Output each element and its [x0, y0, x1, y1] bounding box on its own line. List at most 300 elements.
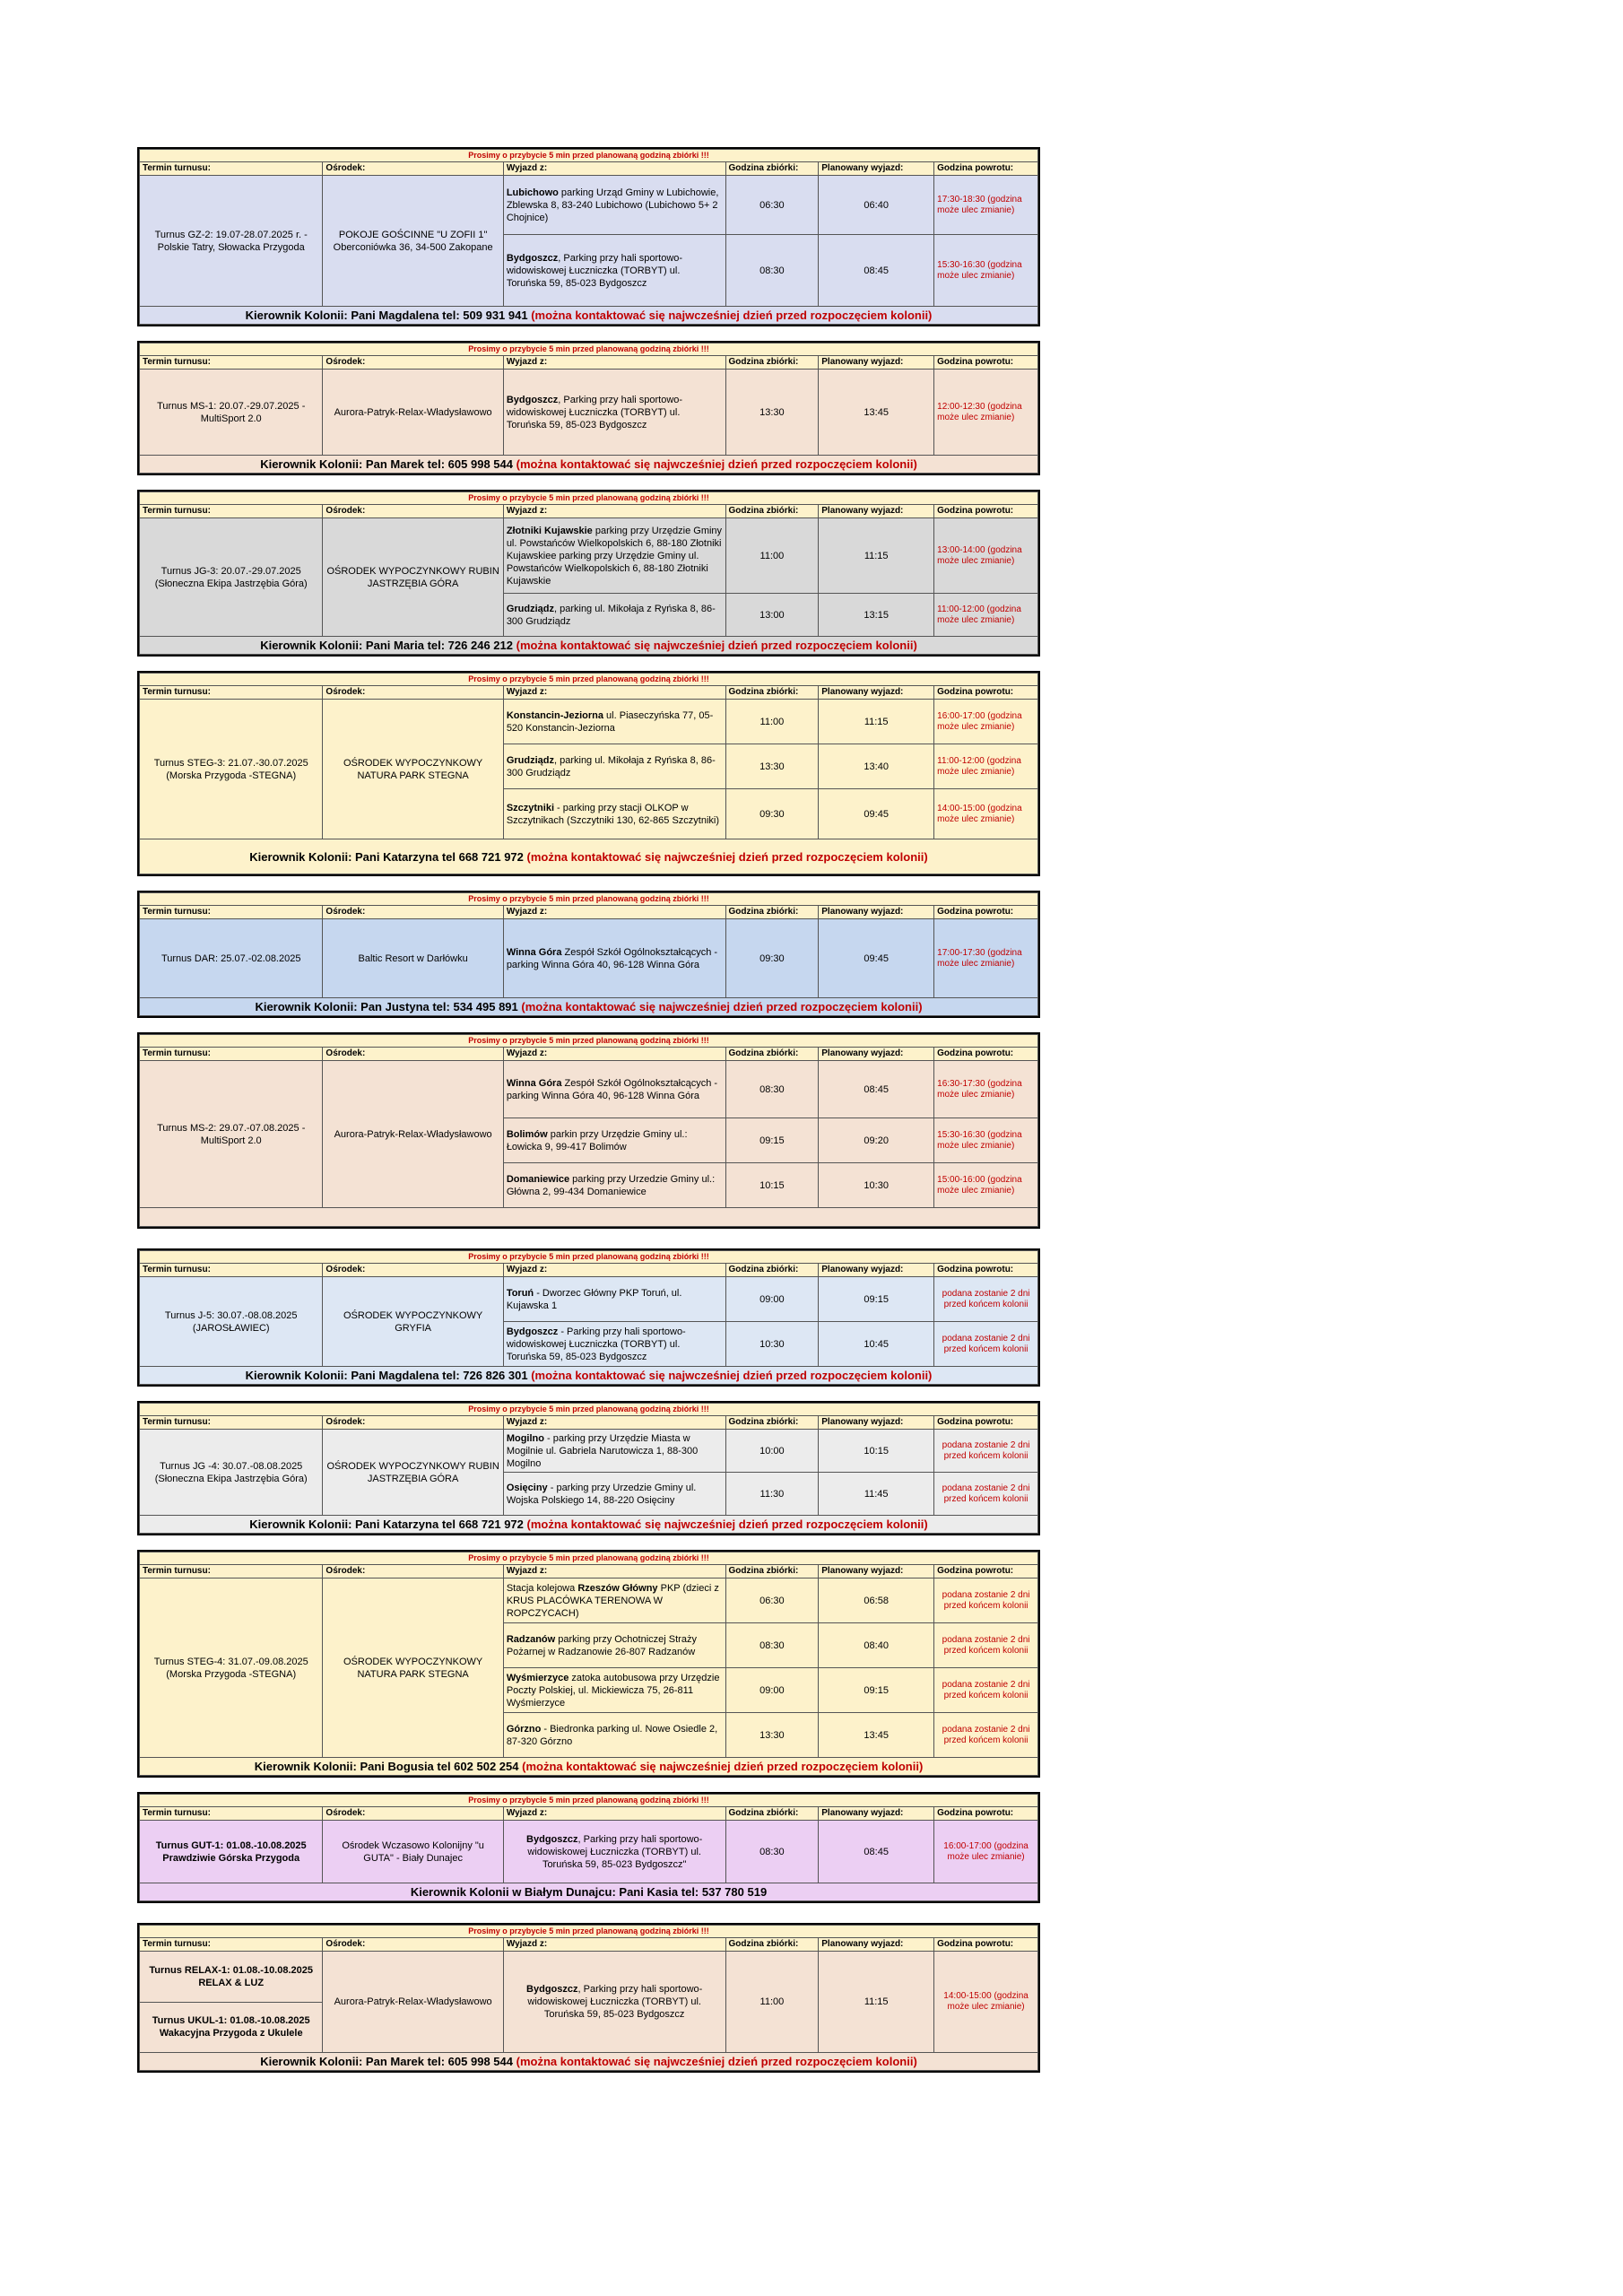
header-return: Godzina powrotu:	[934, 1264, 1038, 1277]
return-time: podana zostanie 2 dni przed końcem kolonii	[934, 1473, 1038, 1516]
camp-manager	[140, 637, 1038, 655]
turnus-table	[139, 1794, 1038, 1901]
turnus-block	[137, 1032, 1040, 1229]
notice-row	[140, 344, 1038, 356]
schedule-list	[137, 147, 1040, 2087]
resort-name: OŚRODEK WYPOCZYNKOWY NATURA PARK STEGNA	[323, 700, 503, 839]
departure-time: 13:45	[819, 1713, 934, 1758]
turnus-block	[137, 671, 1040, 876]
header-return: Godzina powrotu:	[934, 1048, 1038, 1061]
resort-name: OŚRODEK WYPOCZYNKOWY GRYFIA	[323, 1277, 503, 1367]
departure-time: 09:15	[819, 1277, 934, 1322]
turnus-term-text: Turnus JG -4: 30.07.-08.08.2025 (Słoneczna Ekipa Jastrzębia Góra)	[154, 1460, 308, 1484]
departure-location	[503, 1163, 725, 1208]
header-from: Wyjazd z:	[503, 686, 725, 700]
turnus-block	[137, 891, 1040, 1018]
header-row	[140, 1264, 1038, 1277]
gather-time: 06:30	[725, 1578, 819, 1623]
header-term: Termin turnusu:	[140, 505, 323, 518]
header-center: Ośrodek:	[323, 906, 503, 919]
camp-manager	[140, 1758, 1038, 1776]
camp-manager	[140, 456, 1038, 474]
turnus-term	[140, 1821, 323, 1883]
notice-text: Prosimy o przybycie 5 min przed planowaną godziną zbiórki !!!	[140, 344, 1038, 356]
location-city: Górzno	[506, 1723, 542, 1735]
location-details: Zespół Szkół Ogólnokształcących - parking Winna Góra 40, 96-128 Winna Góra	[506, 946, 718, 970]
resort-name: Ośrodek Wczasowo Kolonijny "u GUTA" - Biały Dunajec	[323, 1821, 503, 1883]
header-from: Wyjazd z:	[503, 906, 725, 919]
resort-name: Aurora-Patryk-Relax-Władysławowo	[323, 370, 503, 456]
header-from: Wyjazd z:	[503, 162, 725, 176]
location-city: Winna Góra	[506, 946, 562, 958]
resort-name: OŚRODEK WYPOCZYNKOWY RUBIN JASTRZĘBIA GÓRA	[323, 518, 503, 637]
header-return: Godzina powrotu:	[934, 505, 1038, 518]
turnus-table	[139, 149, 1038, 325]
turnus-table	[139, 673, 1038, 874]
gather-time: 09:00	[725, 1668, 819, 1713]
departure-time: 08:40	[819, 1623, 934, 1668]
header-gather: Godzina zbiórki:	[725, 1807, 819, 1821]
return-time: 16:00-17:00 (godzina może ulec zmianie)	[934, 1821, 1038, 1883]
return-time: podana zostanie 2 dni przed końcem kolonii	[934, 1277, 1038, 1322]
header-center: Ośrodek:	[323, 1938, 503, 1952]
location-details: parking Urząd Gminy w Lubichowie, Zblewska 8, 83-240 Lubichowo (Lubichowo 5+ 2 Chojnice)	[506, 187, 719, 223]
header-gather: Godzina zbiórki:	[725, 356, 819, 370]
departure-location	[503, 744, 725, 789]
location-details: parking przy Urzedzie Gminy ul.: Główna 2, 99-434 Domaniewice	[506, 1173, 716, 1197]
header-depart: Planowany wyjazd:	[819, 1416, 934, 1430]
departure-time: 10:15	[819, 1430, 934, 1473]
resort-name: POKOJE GOŚCINNE "U ZOFII 1" Oberconiówka 36, 34-500 Zakopane	[323, 176, 503, 307]
turnus-table	[139, 892, 1038, 1016]
departure-location	[503, 594, 725, 637]
turnus-term	[140, 518, 323, 637]
contact-note: (można kontaktować się najwcześniej dzień przed rozpoczęciem kolonii)	[522, 1760, 924, 1773]
manager-contact: Kierownik Kolonii: Pani Maria tel: 726 246 212	[260, 639, 513, 652]
departure-location	[503, 1473, 725, 1516]
departure-time: 10:30	[819, 1163, 934, 1208]
notice-row	[140, 1926, 1038, 1938]
header-row	[140, 686, 1038, 700]
departure-location	[503, 919, 725, 998]
header-depart: Planowany wyjazd:	[819, 686, 934, 700]
departure-location	[503, 1578, 725, 1623]
departure-location	[503, 1322, 725, 1367]
turnus-term	[140, 1578, 323, 1758]
manager-row	[140, 1758, 1038, 1776]
location-details: , Parking przy hali sportowo-widowiskowej Łuczniczka (TORBYT) ul. Toruńska 59, 85-023 Bydgoszcz"	[527, 1833, 703, 1870]
gather-time: 06:30	[725, 176, 819, 235]
turnus-table	[139, 491, 1038, 655]
gather-time: 13:30	[725, 1713, 819, 1758]
camp-manager	[140, 2053, 1038, 2071]
turnus-term	[140, 176, 323, 307]
header-from: Wyjazd z:	[503, 1416, 725, 1430]
manager-row	[140, 1208, 1038, 1227]
departure-row	[140, 1061, 1038, 1118]
header-term: Termin turnusu:	[140, 1565, 323, 1578]
header-term: Termin turnusu:	[140, 686, 323, 700]
header-center: Ośrodek:	[323, 1416, 503, 1430]
turnus-term	[140, 1061, 323, 1208]
return-time: 16:00-17:00 (godzina może ulec zmianie)	[934, 700, 1038, 744]
turnus-table	[139, 1034, 1038, 1227]
header-term: Termin turnusu:	[140, 906, 323, 919]
turnus-term	[140, 370, 323, 456]
departure-time: 08:45	[819, 1821, 934, 1883]
departure-location	[503, 1061, 725, 1118]
manager-row	[140, 2053, 1038, 2071]
header-row	[140, 1807, 1038, 1821]
header-row	[140, 906, 1038, 919]
return-time: 15:00-16:00 (godzina może ulec zmianie)	[934, 1163, 1038, 1208]
location-city: Grudziądz	[506, 754, 554, 766]
header-gather: Godzina zbiórki:	[725, 686, 819, 700]
departure-time: 11:15	[819, 518, 934, 594]
notice-text: Prosimy o przybycie 5 min przed planowaną godziną zbiórki !!!	[140, 1552, 1038, 1565]
camp-manager	[140, 1516, 1038, 1534]
turnus-block	[137, 1923, 1040, 2073]
header-term: Termin turnusu:	[140, 1264, 323, 1277]
header-term: Termin turnusu:	[140, 1807, 323, 1821]
return-time: 15:30-16:30 (godzina może ulec zmianie)	[934, 1118, 1038, 1163]
gather-time: 09:30	[725, 919, 819, 998]
camp-manager	[140, 1208, 1038, 1227]
turnus-table	[139, 1552, 1038, 1776]
departure-location	[503, 1952, 725, 2053]
header-center: Ośrodek:	[323, 1807, 503, 1821]
departure-row	[140, 1821, 1038, 1883]
notice-text: Prosimy o przybycie 5 min przed planowaną godziną zbiórki !!!	[140, 1926, 1038, 1938]
location-details: parkin przy Urzędzie Gminy ul.: Łowicka 9, 99-417 Bolimów	[506, 1128, 688, 1152]
location-details: zatoka autobusowa przy Urzędzie Poczty Polskiej, ul. Mickiewicza 75, 26-811 Wyśmierzyce	[506, 1672, 720, 1709]
return-time: 13:00-14:00 (godzina może ulec zmianie)	[934, 518, 1038, 594]
departure-row	[140, 700, 1038, 744]
header-from: Wyjazd z:	[503, 1264, 725, 1277]
turnus-term-text: Turnus RELAX-1: 01.08.-10.08.2025 RELAX & LUZ	[149, 1964, 314, 1988]
gather-time: 09:30	[725, 789, 819, 839]
notice-text: Prosimy o przybycie 5 min przed planowaną godziną zbiórki !!!	[140, 893, 1038, 906]
header-depart: Planowany wyjazd:	[819, 1048, 934, 1061]
manager-contact: Kierownik Kolonii: Pani Katarzyna tel 668 721 972	[249, 1518, 524, 1531]
camp-manager	[140, 998, 1038, 1016]
turnus-block	[137, 1401, 1040, 1535]
gather-time: 10:30	[725, 1322, 819, 1367]
notice-row	[140, 674, 1038, 686]
header-row	[140, 505, 1038, 518]
turnus-term-text: Turnus GUT-1: 01.08.-10.08.2025 Prawdziwie Górska Przygoda	[155, 1839, 307, 1864]
header-gather: Godzina zbiórki:	[725, 162, 819, 176]
notice-text: Prosimy o przybycie 5 min przed planowaną godziną zbiórki !!!	[140, 1795, 1038, 1807]
departure-location	[503, 1430, 725, 1473]
departure-location	[503, 700, 725, 744]
header-return: Godzina powrotu:	[934, 906, 1038, 919]
resort-name: Aurora-Patryk-Relax-Władysławowo	[323, 1061, 503, 1208]
turnus-term-text: Turnus DAR: 25.07.-02.08.2025	[161, 952, 301, 964]
departure-location	[503, 370, 725, 456]
location-city: Grudziądz	[506, 603, 554, 614]
location-city: Bydgoszcz	[506, 1326, 559, 1337]
header-from: Wyjazd z:	[503, 1807, 725, 1821]
header-return: Godzina powrotu:	[934, 1565, 1038, 1578]
location-city: Domaniewice	[506, 1173, 570, 1185]
turnus-block	[137, 147, 1040, 326]
manager-row	[140, 307, 1038, 325]
location-details: Zespół Szkół Ogólnokształcących - parking Winna Góra 40, 96-128 Winna Góra	[506, 1077, 718, 1101]
departure-row	[140, 1277, 1038, 1322]
notice-text: Prosimy o przybycie 5 min przed planowaną godziną zbiórki !!!	[140, 1251, 1038, 1264]
header-center: Ośrodek:	[323, 1565, 503, 1578]
header-from: Wyjazd z:	[503, 1048, 725, 1061]
gather-time: 13:30	[725, 370, 819, 456]
header-row	[140, 1938, 1038, 1952]
departure-row	[140, 370, 1038, 456]
header-depart: Planowany wyjazd:	[819, 1565, 934, 1578]
departure-time: 13:45	[819, 370, 934, 456]
gather-time: 11:00	[725, 700, 819, 744]
header-row	[140, 1416, 1038, 1430]
contact-note: (można kontaktować się najwcześniej dzień przed rozpoczęciem kolonii)	[516, 457, 917, 471]
departure-time: 09:20	[819, 1118, 934, 1163]
return-time: podana zostanie 2 dni przed końcem kolonii	[934, 1578, 1038, 1623]
departure-location	[503, 789, 725, 839]
turnus-block	[137, 341, 1040, 475]
gather-time: 13:00	[725, 594, 819, 637]
header-term: Termin turnusu:	[140, 1048, 323, 1061]
location-details: PKP (dzieci z KRUS PLACÓWKA TERENOWA W ROPCZYCACH)	[506, 1582, 719, 1619]
departure-time: 10:45	[819, 1322, 934, 1367]
location-city: Szczytniki	[506, 802, 554, 813]
notice-text: Prosimy o przybycie 5 min przed planowaną godziną zbiórki !!!	[140, 150, 1038, 162]
return-time: 14:00-15:00 (godzina może ulec zmianie)	[934, 789, 1038, 839]
header-center: Ośrodek:	[323, 505, 503, 518]
turnus-term	[140, 1952, 323, 2053]
return-time: 14:00-15:00 (godzina może ulec zmianie)	[934, 1952, 1038, 2053]
gather-time: 08:30	[725, 1821, 819, 1883]
contact-note: (można kontaktować się najwcześniej dzień przed rozpoczęciem kolonii)	[521, 1000, 923, 1013]
manager-contact: Kierownik Kolonii: Pani Magdalena tel: 726 826 301	[245, 1369, 528, 1382]
contact-note: (można kontaktować się najwcześniej dzień przed rozpoczęciem kolonii)	[526, 1518, 928, 1531]
contact-note: (można kontaktować się najwcześniej dzień przed rozpoczęciem kolonii)	[516, 639, 917, 652]
camp-manager	[140, 839, 1038, 874]
turnus-term	[140, 1277, 323, 1367]
location-details: , Parking przy hali sportowo-widowiskowej Łuczniczka (TORBYT) ul. Toruńska 59, 85-023 Bydgoszcz	[506, 252, 683, 289]
return-time: 17:00-17:30 (godzina może ulec zmianie)	[934, 919, 1038, 998]
departure-time: 11:15	[819, 700, 934, 744]
header-center: Ośrodek:	[323, 356, 503, 370]
turnus-table	[139, 1250, 1038, 1385]
return-time: podana zostanie 2 dni przed końcem kolonii	[934, 1623, 1038, 1668]
gather-time: 13:30	[725, 744, 819, 789]
location-city: Bolimów	[506, 1128, 548, 1140]
turnus-block	[137, 490, 1040, 657]
notice-row	[140, 1552, 1038, 1565]
departure-row	[140, 919, 1038, 998]
location-details: , Parking przy hali sportowo-widowiskowej Łuczniczka (TORBYT) ul. Toruńska 59, 85-023 Bydgoszcz	[527, 1984, 703, 2020]
header-row	[140, 1565, 1038, 1578]
departure-time: 11:45	[819, 1473, 934, 1516]
manager-row	[140, 998, 1038, 1016]
header-gather: Godzina zbiórki:	[725, 505, 819, 518]
location-prefix: Stacja kolejowa	[506, 1582, 578, 1594]
header-gather: Godzina zbiórki:	[725, 906, 819, 919]
header-return: Godzina powrotu:	[934, 686, 1038, 700]
return-time: 11:00-12:00 (godzina może ulec zmianie)	[934, 744, 1038, 789]
location-city: Bydgoszcz	[506, 394, 559, 405]
notice-row	[140, 1404, 1038, 1416]
location-city: Osięciny	[506, 1482, 548, 1493]
location-details: - Dworzec Główny PKP Toruń, ul. Kujawska 1	[506, 1287, 682, 1311]
location-city: Złotniki Kujawskie	[506, 525, 593, 536]
header-return: Godzina powrotu:	[934, 1938, 1038, 1952]
gather-time: 08:30	[725, 235, 819, 307]
departure-time: 06:40	[819, 176, 934, 235]
location-details: - Biedronka parking ul. Nowe Osiedle 2, 87-320 Górzno	[506, 1723, 718, 1747]
notice-text: Prosimy o przybycie 5 min przed planowaną godziną zbiórki !!!	[140, 674, 1038, 686]
turnus-term	[140, 919, 323, 998]
departure-location	[503, 1713, 725, 1758]
location-details: - parking przy Urzędzie Miasta w Mogilnie ul. Gabriela Narutowicza 1, 88-300 Mogilno	[506, 1432, 699, 1469]
manager-contact: Kierownik Kolonii: Pan Marek tel: 605 998 544	[260, 457, 513, 471]
manager-contact: Kierownik Kolonii: Pani Bogusia tel 602 502 254	[254, 1760, 519, 1773]
location-details: parking przy Ochotniczej Straży Pożarnej w Radzanowie 26-807 Radzanów	[506, 1633, 697, 1657]
header-center: Ośrodek:	[323, 686, 503, 700]
location-city: Mogilno	[506, 1432, 544, 1444]
notice-row	[140, 1035, 1038, 1048]
location-city: Bydgoszcz	[526, 1833, 578, 1845]
departure-time: 13:40	[819, 744, 934, 789]
header-depart: Planowany wyjazd:	[819, 906, 934, 919]
location-details: , parking ul. Mikołaja z Ryńska 8, 86-300 Grudziądz	[506, 603, 716, 627]
header-term: Termin turnusu:	[140, 356, 323, 370]
turnus-term-text: Turnus J-5: 30.07.-08.08.2025 (JAROSŁAWIEC)	[164, 1309, 298, 1334]
notice-row	[140, 150, 1038, 162]
departure-time: 09:15	[819, 1668, 934, 1713]
header-depart: Planowany wyjazd:	[819, 356, 934, 370]
notice-text: Prosimy o przybycie 5 min przed planowaną godziną zbiórki !!!	[140, 492, 1038, 505]
departure-row	[140, 518, 1038, 594]
notice-row	[140, 492, 1038, 505]
departure-time: 13:15	[819, 594, 934, 637]
gather-time: 08:30	[725, 1061, 819, 1118]
return-time: 12:00-12:30 (godzina może ulec zmianie)	[934, 370, 1038, 456]
departure-location	[503, 176, 725, 235]
gather-time: 10:00	[725, 1430, 819, 1473]
header-gather: Godzina zbiórki:	[725, 1938, 819, 1952]
header-gather: Godzina zbiórki:	[725, 1048, 819, 1061]
manager-row	[140, 1516, 1038, 1534]
departure-location	[503, 518, 725, 594]
departure-location	[503, 1277, 725, 1322]
header-row	[140, 356, 1038, 370]
header-term: Termin turnusu:	[140, 1416, 323, 1430]
gather-time: 09:00	[725, 1277, 819, 1322]
header-row	[140, 162, 1038, 176]
header-center: Ośrodek:	[323, 1048, 503, 1061]
location-details: - Parking przy hali sportowo-widowiskowej Łuczniczka (TORBYT) ul. Toruńska 59, 85-023 Bydgoszcz	[506, 1326, 686, 1362]
turnus-term-text: Turnus UKUL-1: 01.08.-10.08.2025 Wakacyjna Przygoda z Ukulele	[140, 2002, 322, 2053]
gather-time: 08:30	[725, 1623, 819, 1668]
gather-time: 11:00	[725, 518, 819, 594]
notice-row	[140, 1795, 1038, 1807]
departure-row	[140, 176, 1038, 235]
contact-note: (można kontaktować się najwcześniej dzień przed rozpoczęciem kolonii)	[526, 849, 928, 864]
departure-time: 09:45	[819, 789, 934, 839]
departure-location	[503, 1668, 725, 1713]
location-details: parking przy Urzędzie Gminy ul. Powstańców Wielkopolskich 6, 88-180 Złotniki Kujawskiee parking przy Urzędzie Gminy ul. Powstańców Wielkopolskich 6, 88-180 Złotniki Kujawskie	[506, 525, 723, 587]
departure-time: 11:15	[819, 1952, 934, 2053]
header-term: Termin turnusu:	[140, 162, 323, 176]
gather-time: 11:30	[725, 1473, 819, 1516]
header-gather: Godzina zbiórki:	[725, 1264, 819, 1277]
header-depart: Planowany wyjazd:	[819, 1807, 934, 1821]
notice-text: Prosimy o przybycie 5 min przed planowaną godziną zbiórki !!!	[140, 1404, 1038, 1416]
departure-time: 09:45	[819, 919, 934, 998]
header-from: Wyjazd z:	[503, 1565, 725, 1578]
location-city: Lubichowo	[506, 187, 559, 198]
return-time: podana zostanie 2 dni przed końcem kolonii	[934, 1713, 1038, 1758]
departure-time: 08:45	[819, 235, 934, 307]
manager-row	[140, 839, 1038, 874]
manager-row	[140, 1367, 1038, 1385]
header-return: Godzina powrotu:	[934, 1807, 1038, 1821]
manager-contact: Kierownik Kolonii: Pan Justyna tel: 534 495 891	[255, 1000, 518, 1013]
turnus-term-text: Turnus MS-2: 29.07.-07.08.2025 - MultiSport 2.0	[157, 1122, 306, 1146]
location-details: , parking ul. Mikołaja z Ryńska 8, 86-300 Grudziądz	[506, 754, 716, 778]
manager-row	[140, 456, 1038, 474]
manager-row	[140, 1883, 1038, 1901]
contact-note: (można kontaktować się najwcześniej dzień przed rozpoczęciem kolonii)	[531, 309, 933, 322]
gather-time: 09:15	[725, 1118, 819, 1163]
turnus-term	[140, 1430, 323, 1516]
location-details: , Parking przy hali sportowo-widowiskowej Łuczniczka (TORBYT) ul. Toruńska 59, 85-023 Bydgoszcz	[506, 394, 683, 430]
turnus-block	[137, 1792, 1040, 1903]
turnus-block	[137, 1248, 1040, 1387]
turnus-table	[139, 1403, 1038, 1534]
turnus-term-text: Turnus JG-3: 20.07.-29.07.2025 (Słoneczna Ekipa Jastrzębia Góra)	[154, 565, 308, 589]
turnus-term-text: Turnus MS-1: 20.07.-29.07.2025 - MultiSport 2.0	[157, 400, 306, 424]
return-time: 11:00-12:00 (godzina może ulec zmianie)	[934, 594, 1038, 637]
resort-name: Aurora-Patryk-Relax-Władysławowo	[323, 1952, 503, 2053]
location-city: Toruń	[506, 1287, 534, 1299]
location-city: Radzanów	[506, 1633, 556, 1645]
header-row	[140, 1048, 1038, 1061]
departure-time: 06:58	[819, 1578, 934, 1623]
location-city: Wyśmierzyce	[506, 1672, 569, 1683]
resort-name: Baltic Resort w Darłówku	[323, 919, 503, 998]
location-city: Konstancin-Jeziorna	[506, 709, 603, 721]
location-city: Bydgoszcz	[506, 252, 559, 264]
turnus-table	[139, 343, 1038, 474]
header-term: Termin turnusu:	[140, 1938, 323, 1952]
contact-note: (można kontaktować się najwcześniej dzień przed rozpoczęciem kolonii)	[531, 1369, 933, 1382]
return-time: 15:30-16:30 (godzina może ulec zmianie)	[934, 235, 1038, 307]
notice-text: Prosimy o przybycie 5 min przed planowaną godziną zbiórki !!!	[140, 1035, 1038, 1048]
header-gather: Godzina zbiórki:	[725, 1416, 819, 1430]
header-return: Godzina powrotu:	[934, 356, 1038, 370]
header-gather: Godzina zbiórki:	[725, 1565, 819, 1578]
gather-time: 10:15	[725, 1163, 819, 1208]
resort-name: OŚRODEK WYPOCZYNKOWY NATURA PARK STEGNA	[323, 1578, 503, 1758]
return-time: podana zostanie 2 dni przed końcem kolonii	[934, 1430, 1038, 1473]
header-depart: Planowany wyjazd:	[819, 1938, 934, 1952]
departure-row	[140, 1578, 1038, 1623]
departure-location	[503, 1821, 725, 1883]
camp-manager	[140, 307, 1038, 325]
turnus-block	[137, 1550, 1040, 1778]
header-center: Ośrodek:	[323, 162, 503, 176]
header-return: Godzina powrotu:	[934, 162, 1038, 176]
